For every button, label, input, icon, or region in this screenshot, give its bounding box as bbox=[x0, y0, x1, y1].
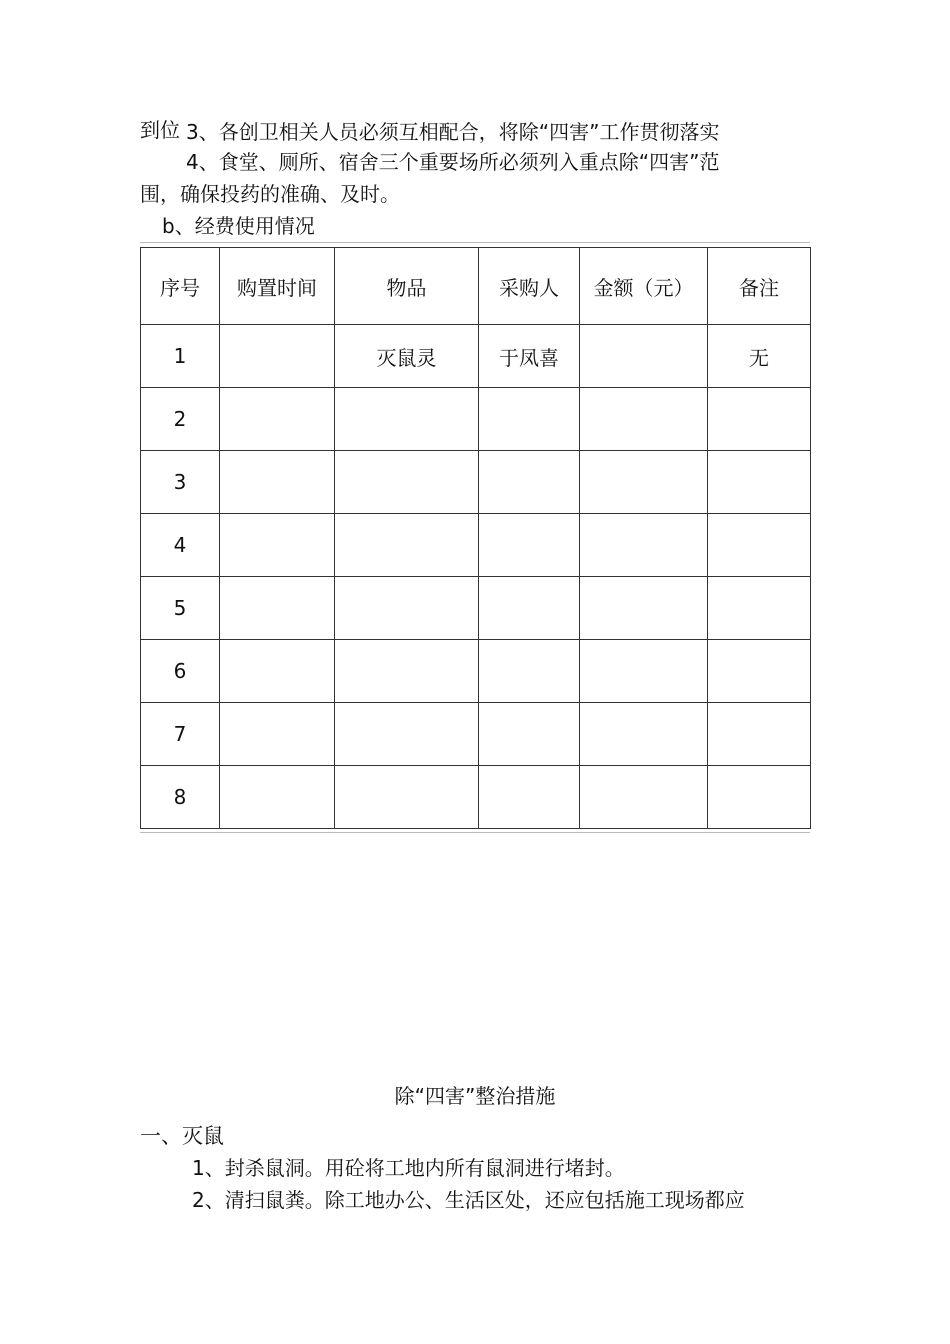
table-row bbox=[141, 388, 811, 451]
cell bbox=[708, 577, 811, 640]
table-row bbox=[141, 514, 811, 577]
cell bbox=[479, 766, 580, 829]
cell: 2 bbox=[141, 388, 220, 451]
cell: 1 bbox=[141, 325, 220, 388]
cell: 灭鼠灵 bbox=[335, 325, 479, 388]
expense-table bbox=[140, 242, 810, 834]
cell bbox=[580, 703, 708, 766]
paragraph-item-3: 3、各创卫相关人员必须互相配合，将除“四害”工作贯彻落实 bbox=[186, 120, 720, 144]
header-purchase-time: 购置时间 bbox=[220, 248, 335, 325]
table-row bbox=[141, 766, 811, 829]
cell bbox=[479, 451, 580, 514]
cell bbox=[479, 640, 580, 703]
header-remark: 备注 bbox=[708, 248, 811, 325]
header-item: 物品 bbox=[335, 248, 479, 325]
table-top-rule bbox=[140, 242, 810, 243]
table-row bbox=[141, 703, 811, 766]
cell bbox=[335, 766, 479, 829]
cell bbox=[708, 703, 811, 766]
cell bbox=[708, 514, 811, 577]
measure-item-2: 2、清扫鼠粪。除工地办公、生活区处，还应包括施工现场都应 bbox=[192, 1188, 745, 1212]
cell bbox=[580, 640, 708, 703]
cell bbox=[580, 577, 708, 640]
cell bbox=[708, 388, 811, 451]
section-b-heading: b、经费使用情况 bbox=[162, 214, 315, 238]
cell bbox=[479, 703, 580, 766]
cell bbox=[335, 703, 479, 766]
table-row bbox=[141, 451, 811, 514]
cell bbox=[220, 766, 335, 829]
cell: 7 bbox=[141, 703, 220, 766]
table-header-row bbox=[141, 248, 811, 325]
cell: 3 bbox=[141, 451, 220, 514]
header-amount: 金额（元） bbox=[580, 248, 708, 325]
cell bbox=[580, 514, 708, 577]
table-row bbox=[141, 325, 811, 388]
cell bbox=[708, 640, 811, 703]
header-purchaser: 采购人 bbox=[479, 248, 580, 325]
cell: 4 bbox=[141, 514, 220, 577]
cell bbox=[708, 766, 811, 829]
paragraph-item-4-continued: 围，确保投药的准确、及时。 bbox=[140, 182, 400, 206]
paragraph-fragment: 到位 bbox=[140, 118, 180, 142]
cell: 5 bbox=[141, 577, 220, 640]
section-heading: 一、灭鼠 bbox=[140, 1124, 224, 1148]
cell bbox=[479, 388, 580, 451]
cell bbox=[708, 451, 811, 514]
cell bbox=[335, 388, 479, 451]
cell bbox=[220, 640, 335, 703]
cell bbox=[335, 514, 479, 577]
cell bbox=[220, 514, 335, 577]
cell bbox=[335, 451, 479, 514]
table-bottom-rule bbox=[140, 832, 810, 833]
cell bbox=[580, 766, 708, 829]
cell: 于凤喜 bbox=[479, 325, 580, 388]
cell bbox=[479, 577, 580, 640]
cell bbox=[220, 451, 335, 514]
paragraph-item-4: 4、食堂、厕所、宿舍三个重要场所必须列入重点除“四害”范 bbox=[186, 150, 720, 174]
cell: 无 bbox=[708, 325, 811, 388]
cell bbox=[479, 514, 580, 577]
cell bbox=[580, 325, 708, 388]
section-title: 除“四害”整治措施 bbox=[394, 1084, 556, 1108]
cell bbox=[335, 577, 479, 640]
cell bbox=[220, 325, 335, 388]
table-row bbox=[141, 640, 811, 703]
cell: 6 bbox=[141, 640, 220, 703]
header-serial: 序号 bbox=[141, 248, 220, 325]
cell bbox=[335, 640, 479, 703]
cell bbox=[220, 577, 335, 640]
table-row bbox=[141, 577, 811, 640]
measure-item-1: 1、封杀鼠洞。用砼将工地内所有鼠洞进行堵封。 bbox=[192, 1156, 625, 1180]
cell: 8 bbox=[141, 766, 220, 829]
cell bbox=[580, 451, 708, 514]
cell bbox=[220, 388, 335, 451]
cell bbox=[220, 703, 335, 766]
cell bbox=[580, 388, 708, 451]
